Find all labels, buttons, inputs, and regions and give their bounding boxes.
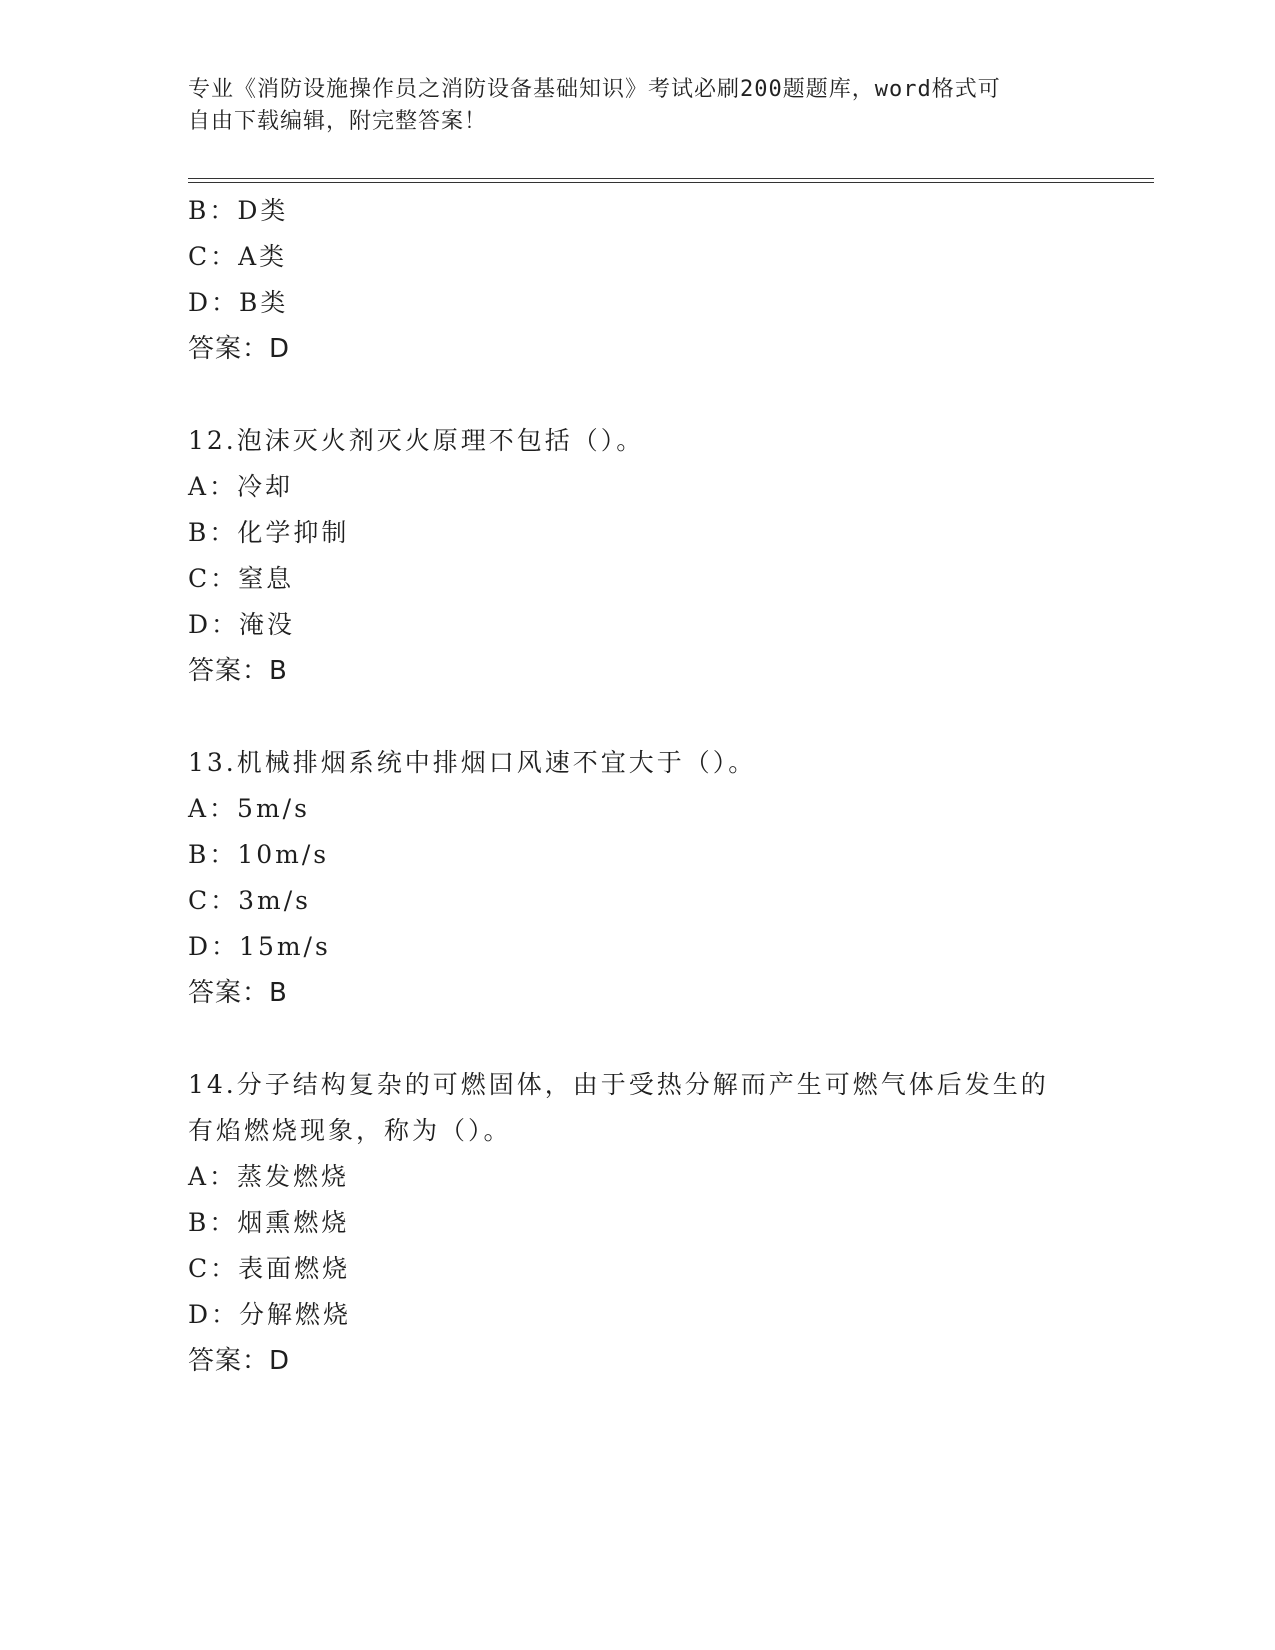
answer: 答案：D <box>188 1346 291 1376</box>
option-d: D：15m/s <box>188 932 331 961</box>
option-a: A：冷却 <box>188 472 294 501</box>
answer: 答案：D <box>188 334 291 364</box>
option-d: D：分解燃烧 <box>188 1300 352 1329</box>
option-b: B：烟熏燃烧 <box>188 1208 350 1237</box>
header-line-2: 自由下载编辑，附完整答案！ <box>188 109 488 134</box>
question-text-line-1: 14.分子结构复杂的可燃固体，由于受热分解而产生可燃气体后发生的 <box>188 1070 1049 1099</box>
question-11 <box>188 188 1088 372</box>
question-list <box>188 188 1088 1384</box>
question-text-line-2: 有焰燃烧现象，称为（）。 <box>188 1116 512 1145</box>
option-b: B：10m/s <box>188 840 330 869</box>
answer: 答案：B <box>188 978 288 1008</box>
question-12 <box>188 418 1088 694</box>
spacer <box>188 694 1088 740</box>
header-divider-top <box>188 178 1154 179</box>
header-line-1: 专业《消防设施操作员之消防设备基础知识》考试必刷200题题库，word格式可 <box>188 77 1001 102</box>
option-b: B：D类 <box>188 196 289 225</box>
option-c: C：3m/s <box>188 886 311 915</box>
question-13 <box>188 740 1088 1016</box>
option-c: C：表面燃烧 <box>188 1254 351 1283</box>
option-c: C：窒息 <box>188 564 295 593</box>
answer: 答案：B <box>188 656 288 686</box>
question-text: 12.泡沫灭火剂灭火原理不包括（）。 <box>188 426 645 455</box>
spacer <box>188 1016 1088 1062</box>
option-d: D：B类 <box>188 288 289 317</box>
spacer <box>188 372 1088 418</box>
option-a: A：蒸发燃烧 <box>188 1162 350 1191</box>
header-divider-bottom <box>188 182 1154 183</box>
option-a: A：5m/s <box>188 794 310 823</box>
document-header <box>188 74 1068 138</box>
option-b: B：化学抑制 <box>188 518 350 547</box>
option-d: D：淹没 <box>188 610 296 639</box>
question-text: 13.机械排烟系统中排烟口风速不宜大于（）。 <box>188 748 757 777</box>
option-c: C：A类 <box>188 242 288 271</box>
question-14 <box>188 1062 1088 1384</box>
